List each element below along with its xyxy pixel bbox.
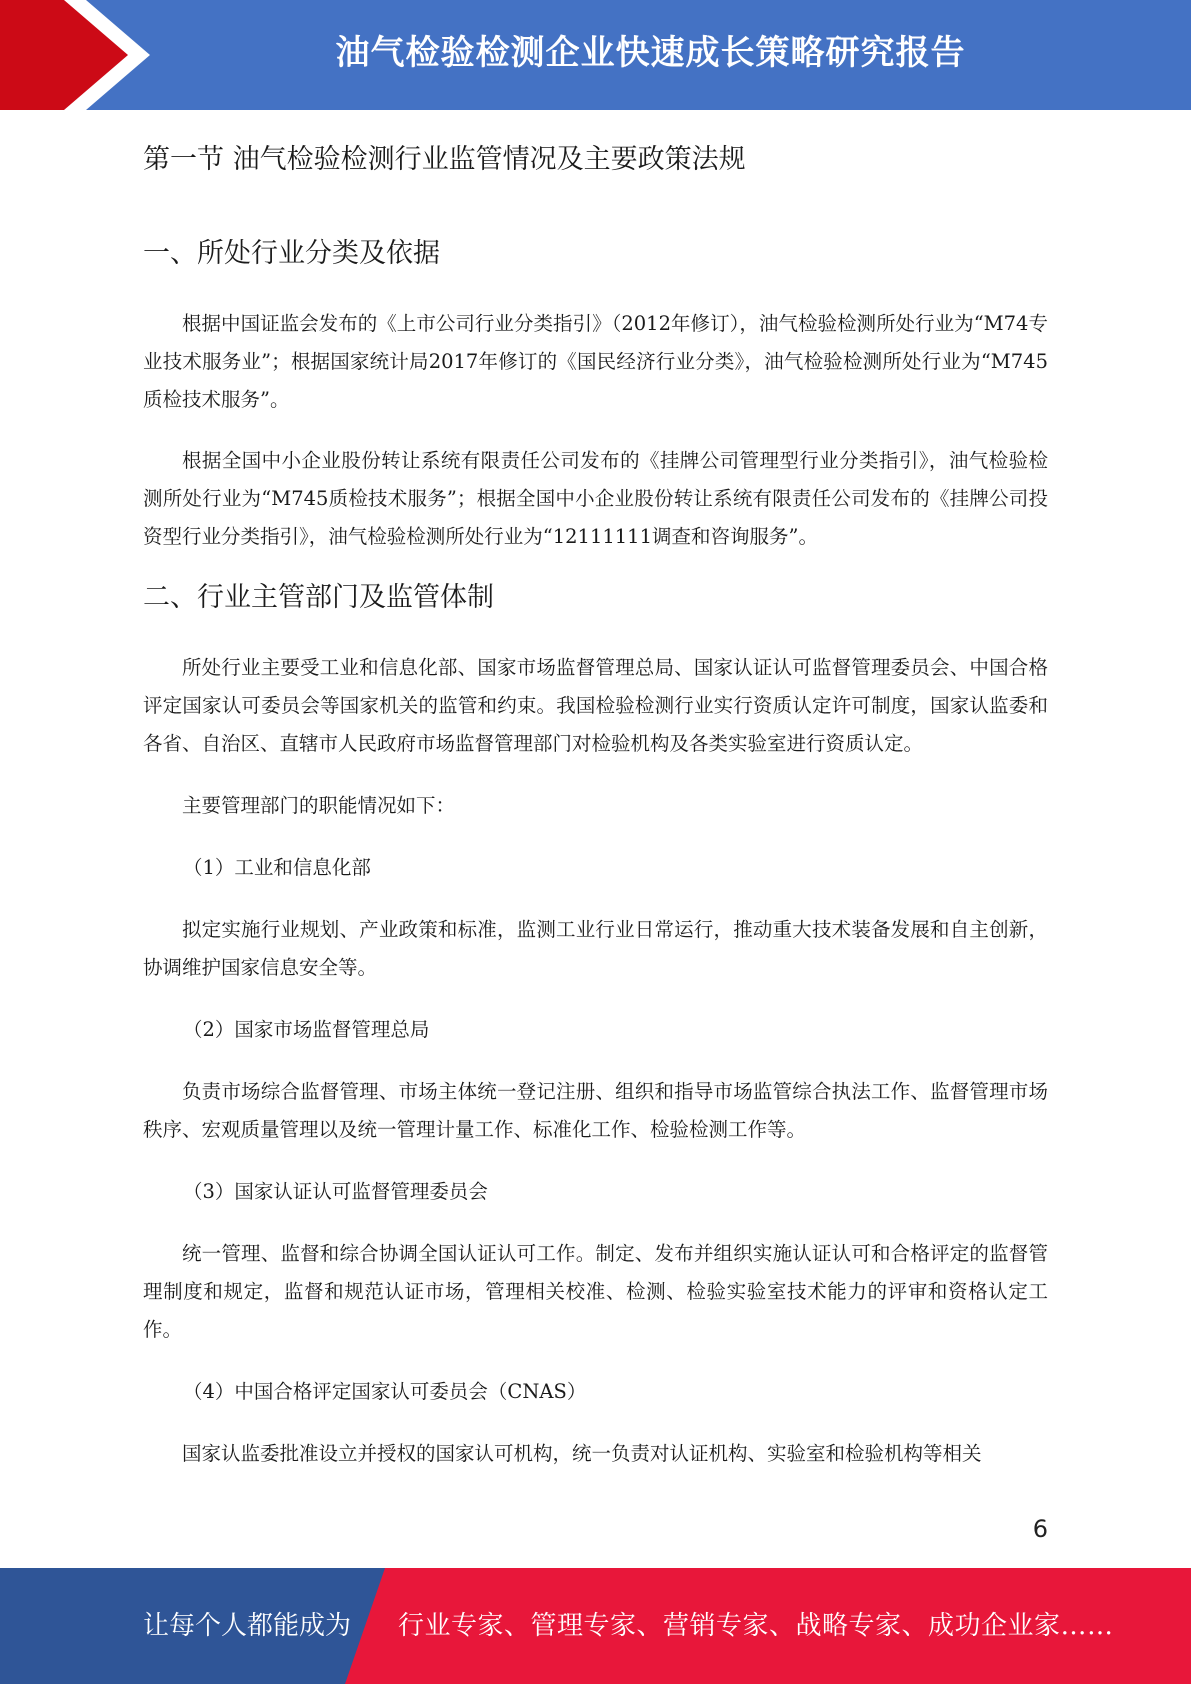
paragraph: 根据中国证监会发布的《上市公司行业分类指引》（2012年修订），油气检验检测所处行业为“M74专业技术服务业”；根据国家统计局2017年修订的《国民经济行业分类》，油气检验检测所处行业为“M745质检技术服务”。 [143, 312, 1048, 411]
list-item-title: （3）国家认证认可监督管理委员会 [183, 1180, 488, 1203]
list-item-desc: 负责市场综合监督管理、市场主体统一登记注册、组织和指导市场监管综合执法工作、监督管理市场秩序、宏观质量管理以及统一管理计量工作、标准化工作、检验检测工作等。 [143, 1080, 1048, 1141]
heading-regulatory-system: 二、行业主管部门及监管体制 [143, 582, 494, 613]
list-item-desc: 统一管理、监督和综合协调全国认证认可工作。制定、发布并组织实施认证认可和合格评定的监督管理制度和规定，监督和规范认证市场，管理相关校准、检测、检验实验室技术能力的评审和资格认定工作。 [143, 1242, 1048, 1341]
list-item-title: （1）工业和信息化部 [183, 856, 371, 879]
paragraph: 根据全国中小企业股份转让系统有限责任公司发布的《挂牌公司管理型行业分类指引》，油气检验检测所处行业为“M745质检技术服务”；根据全国中小企业股份转让系统有限责任公司发布的《挂牌公司投资型行业分类指引》，油气检验检测所处行业为“12111111调查和咨询服务”。 [143, 449, 1048, 548]
footer-slogan-left: 让每个人都能成为 [143, 1611, 352, 1641]
paragraph: 主要管理部门的职能情况如下： [182, 794, 456, 817]
paragraph: 所处行业主要受工业和信息化部、国家市场监督管理总局、国家认证认可监督管理委员会、中国合格评定国家认可委员会等国家机关的监管和约束。我国检验检测行业实行资质认定许可制度，国家认监委和各省、自治区、直辖市人民政府市场监督管理部门对检验机构及各类实验室进行资质认定。 [143, 656, 1048, 755]
footer-slogan-right: 行业专家、管理专家、营销专家、战略专家、成功企业家…… [398, 1611, 1114, 1641]
document-body [143, 120, 1048, 1473]
list-item-title: （4）中国合格评定国家认可委员会（CNAS） [183, 1380, 587, 1403]
header-banner [0, 0, 1191, 110]
report-title: 油气检验检测企业快速成长策略研究报告 [335, 33, 966, 73]
header-arrow-decoration [0, 0, 150, 110]
heading-industry-classification: 一、所处行业分类及依据 [143, 238, 440, 269]
list-item-desc: 国家认监委批准设立并授权的国家认可机构，统一负责对认证机构、实验室和检验机构等相关 [182, 1442, 982, 1465]
footer-banner [0, 1568, 1191, 1684]
page-number: 6 [1032, 1515, 1048, 1543]
list-item-desc: 拟定实施行业规划、产业政策和标准，监测工业行业日常运行，推动重大技术装备发展和自主创新，协调维护国家信息安全等。 [143, 918, 1048, 979]
list-item-title: （2）国家市场监督管理总局 [183, 1018, 430, 1041]
section-title: 第一节 油气检验检测行业监管情况及主要政策法规 [143, 144, 746, 175]
